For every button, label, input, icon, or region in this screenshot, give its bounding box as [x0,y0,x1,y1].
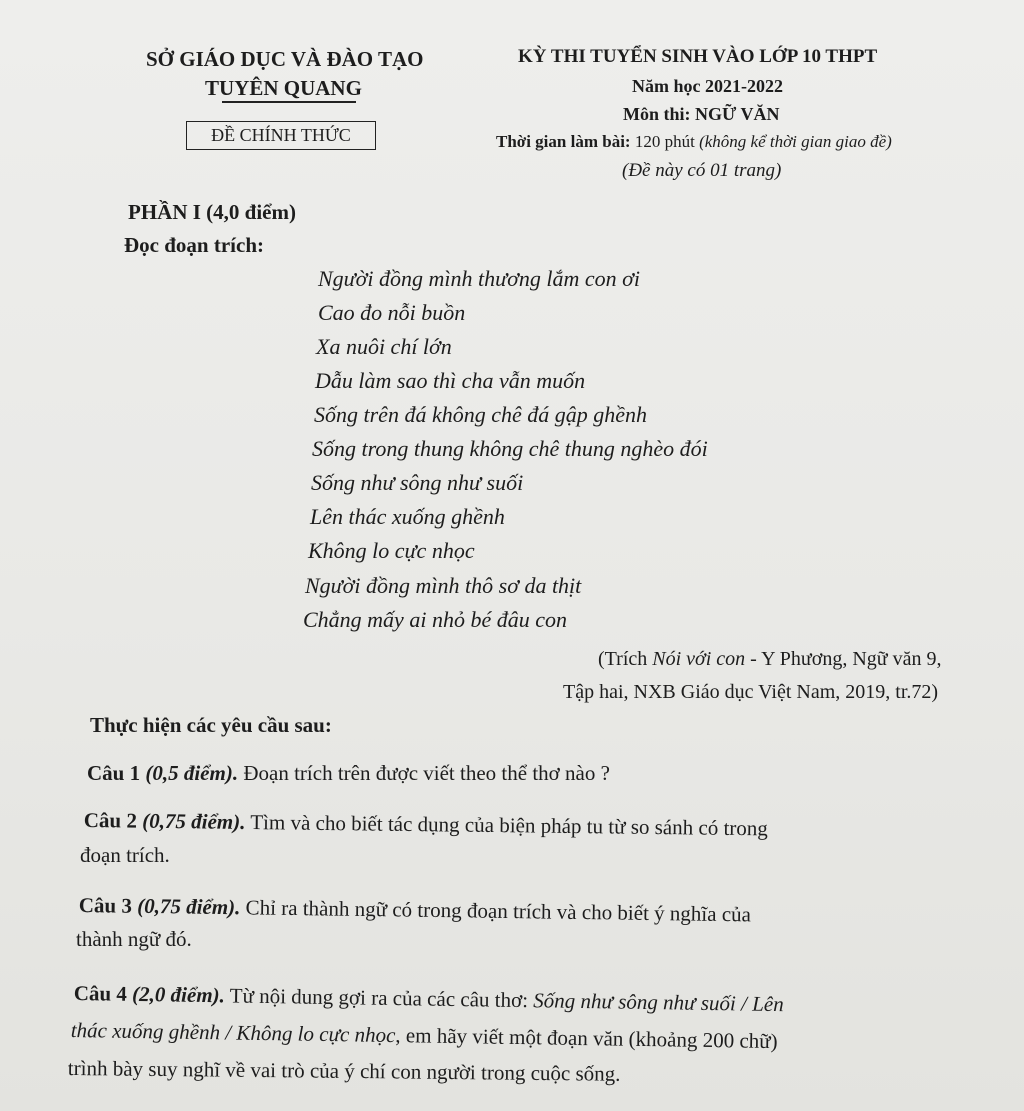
question-2-continued: đoạn trích. [80,843,170,867]
exam-title: KỲ THI TUYỂN SINH VÀO LỚP 10 THPT [518,46,878,67]
question-text: Từ nội dung gợi ra của các câu thơ: [224,983,534,1013]
poem-line: Lên thác xuống ghềnh [310,504,505,529]
question-4-line3: trình bày suy nghĩ về vai trò của ý chí con người trong cuộc sống. [67,1056,621,1086]
time-label: Thời gian làm bài: [496,132,631,151]
question-label: Câu 3 [78,893,133,918]
read-instruction: Đọc đoạn trích: [124,233,264,257]
source-work: Nói với con [652,648,746,670]
poem-line: Không lo cực nhọc [308,538,475,563]
question-4-line2 [71,1018,778,1054]
question-text: , em hãy viết một đoạn văn (khoảng 200 chữ) [395,1023,778,1054]
question-2 [84,808,768,841]
question-label: Câu 2 [83,808,138,833]
question-quote: thác xuống ghềnh / Không lo cực nhọc [70,1018,396,1048]
question-text: Đoạn trích trên được viết theo thể thơ nào ? [238,761,610,785]
poem-line: Chẳng mấy ai nhỏ bé đâu con [303,607,567,632]
source-citation [598,648,942,671]
poem-line: Dẫu làm sao thì cha vẫn muốn [315,368,586,393]
question-3 [79,893,751,927]
time-note: (không kể thời gian giao đề) [699,132,892,151]
question-1 [87,761,610,786]
question-quote: Sống như sông như suối / Lên [533,988,784,1017]
question-points: (0,75 điểm). [137,893,241,920]
pages-note: (Đề này có 01 trang) [622,160,782,181]
question-points: (2,0 điểm). [131,981,226,1008]
question-text: Tìm và cho biết tác dụng của biện pháp tu từ so sánh có trong [245,809,769,841]
official-label: ĐỀ CHÍNH THỨC [211,125,351,145]
source-prefix: (Trích [598,648,653,670]
poem-line: Xa nuôi chí lớn [316,334,452,359]
tasks-heading: Thực hiện các yêu cầu sau: [90,713,332,737]
poem-line: Người đồng mình thô sơ da thịt [305,573,582,598]
poem-line: Người đồng mình thương lắm con ơi [318,266,640,291]
poem-line: Sống như sông như suối [311,470,524,495]
poem-line: Cao đo nỗi buồn [318,300,466,325]
question-label: Câu 4 [73,981,128,1006]
part1-title: PHẦN I (4,0 điểm) [128,200,296,224]
school-year: Năm học 2021-2022 [632,76,783,96]
question-4 [74,981,784,1017]
source-line2: Tập hai, NXB Giáo dục Việt Nam, 2019, tr.72) [563,681,939,703]
question-label: Câu 1 [87,761,141,785]
province-underline [222,101,356,103]
poem-line: Sống trên đá không chê đá gập ghềnh [314,402,647,427]
time-line [496,132,892,152]
poem-line: Sống trong thung không chê thung nghèo đói [312,436,708,461]
question-3-continued: thành ngữ đó. [76,927,192,951]
question-text: Chỉ ra thành ngữ có trong đoạn trích và cho biết ý nghĩa của [240,895,752,927]
department-name: SỞ GIÁO DỤC VÀ ĐÀO TẠO [146,47,424,71]
question-points: (0,5 điểm). [145,761,239,785]
question-points: (0,75 điểm). [142,808,246,834]
source-rest: - Y Phương, Ngữ văn 9, [745,648,942,670]
official-label-box [186,121,376,150]
time-value: 120 phút [634,132,695,151]
subject: Môn thi: NGỮ VĂN [623,104,780,124]
province-name: TUYÊN QUANG [205,76,362,100]
